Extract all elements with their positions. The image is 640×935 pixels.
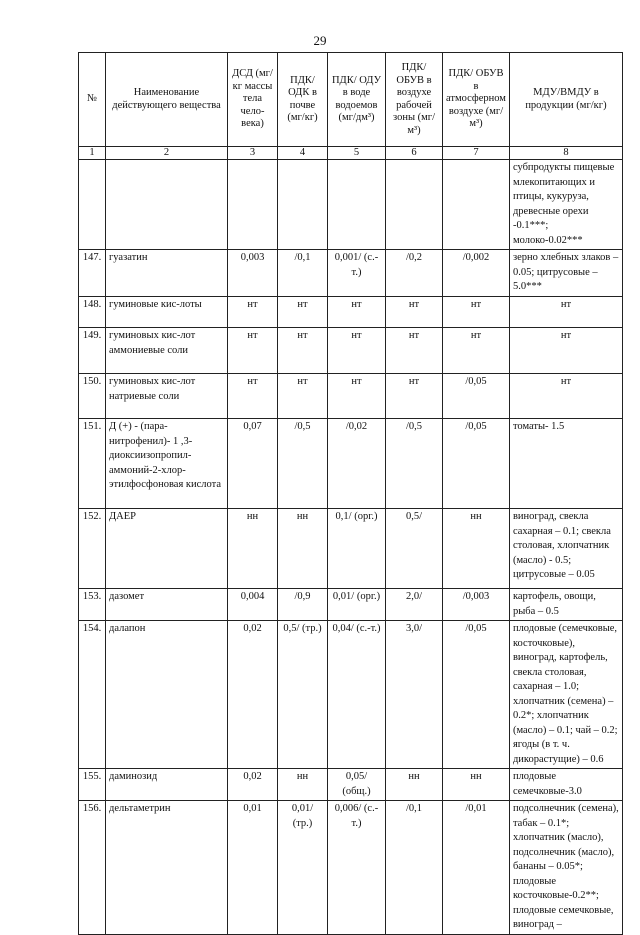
atmospheric-air-value: /0,002 xyxy=(443,250,510,297)
dsd-value xyxy=(228,160,278,250)
products-value: плодовые семечковые-3.0 xyxy=(509,769,622,801)
water-value: 0,04/ (с.-т.) xyxy=(328,621,386,769)
water-value: 0,001/ (с.-т.) xyxy=(328,250,386,297)
workplace-air-value: /0,2 xyxy=(386,250,443,297)
water-value: 0,006/ (с.-т.) xyxy=(328,801,386,935)
table-row xyxy=(79,374,623,419)
column-number-row xyxy=(79,147,623,160)
column-number: 5 xyxy=(328,147,386,160)
row-number: 151. xyxy=(79,419,106,509)
workplace-air-value xyxy=(386,160,443,250)
substance-name: Д (+) - (пара-нитрофенил)- 1 ,3-диоксиизопропил-аммоний-2-хлор-этилфосфоновая кислота xyxy=(106,419,228,509)
products-value: нт xyxy=(509,297,622,328)
column-number: 6 xyxy=(386,147,443,160)
dsd-value: 0,02 xyxy=(228,769,278,801)
row-number: 154. xyxy=(79,621,106,769)
soil-value xyxy=(278,160,328,250)
atmospheric-air-value: /0,05 xyxy=(443,621,510,769)
soil-value: нн xyxy=(278,509,328,589)
column-number: 2 xyxy=(106,147,228,160)
workplace-air-value: нт xyxy=(386,297,443,328)
atmospheric-air-value: нн xyxy=(443,769,510,801)
header-atmospheric-air: ПДК/ ОБУВ в атмосферном воздухе (мг/м³) xyxy=(443,53,510,147)
header-substance-name: Наименование действующего вещества xyxy=(106,53,228,147)
table-row xyxy=(79,509,623,589)
workplace-air-value: нт xyxy=(386,328,443,374)
dsd-value: нн xyxy=(228,509,278,589)
table-row xyxy=(79,328,623,374)
header-row xyxy=(79,53,623,147)
column-number: 3 xyxy=(228,147,278,160)
substance-name: гуминовых кис-лот аммониевые соли xyxy=(106,328,228,374)
soil-value: 0,5/ (тр.) xyxy=(278,621,328,769)
substance-name: гуазатин xyxy=(106,250,228,297)
dsd-value: 0,003 xyxy=(228,250,278,297)
substance-name: далапон xyxy=(106,621,228,769)
atmospheric-air-value: нт xyxy=(443,297,510,328)
dsd-value: нт xyxy=(228,374,278,419)
header-water: ПДК/ ОДУ в воде водоемов (мг/дм³) xyxy=(328,53,386,147)
header-soil: ПДК/ ОДК в почве (мг/кг) xyxy=(278,53,328,147)
soil-value: нн xyxy=(278,769,328,801)
table-row xyxy=(79,801,623,935)
water-value: нт xyxy=(328,328,386,374)
column-number: 4 xyxy=(278,147,328,160)
substance-name xyxy=(106,160,228,250)
water-value: 0,1/ (орг.) xyxy=(328,509,386,589)
row-number: 155. xyxy=(79,769,106,801)
workplace-air-value: нн xyxy=(386,769,443,801)
row-number: 149. xyxy=(79,328,106,374)
workplace-air-value: /0,5 xyxy=(386,419,443,509)
dsd-value: 0,01 xyxy=(228,801,278,935)
atmospheric-air-value: нт xyxy=(443,328,510,374)
products-value: зерно хлебных злаков – 0.05; цитрусовые – 5.0*** xyxy=(509,250,622,297)
column-number: 1 xyxy=(79,147,106,160)
water-value: нт xyxy=(328,374,386,419)
products-value: субпродукты пищевые млекопитающих и птицы, кукуруза, древесные орехи -0.1***; молоко-0.02*** xyxy=(509,160,622,250)
row-number: 153. xyxy=(79,589,106,621)
atmospheric-air-value: /0,05 xyxy=(443,374,510,419)
dsd-value: нт xyxy=(228,328,278,374)
atmospheric-air-value: /0,05 xyxy=(443,419,510,509)
products-value: томаты- 1.5 xyxy=(509,419,622,509)
header-dsd: ДСД (мг/кг массы тела чело-века) xyxy=(228,53,278,147)
water-value: /0,02 xyxy=(328,419,386,509)
table-row xyxy=(79,419,623,509)
header-number: № xyxy=(79,53,106,147)
header-workplace-air: ПДК/ ОБУВ в воздухе рабочей зоны (мг/м³) xyxy=(386,53,443,147)
substance-name: гуминовые кис-лоты xyxy=(106,297,228,328)
dsd-value: 0,004 xyxy=(228,589,278,621)
soil-value: /0,1 xyxy=(278,250,328,297)
water-value: 0,01/ (орг.) xyxy=(328,589,386,621)
table-row xyxy=(79,297,623,328)
row-number: 147. xyxy=(79,250,106,297)
column-number: 8 xyxy=(509,147,622,160)
atmospheric-air-value xyxy=(443,160,510,250)
dsd-value: 0,02 xyxy=(228,621,278,769)
soil-value: /0,5 xyxy=(278,419,328,509)
water-value: нт xyxy=(328,297,386,328)
row-number: 156. xyxy=(79,801,106,935)
substance-name: дазомет xyxy=(106,589,228,621)
workplace-air-value: 2,0/ xyxy=(386,589,443,621)
soil-value: /0,9 xyxy=(278,589,328,621)
substance-name: ДАЕР xyxy=(106,509,228,589)
dsd-value: 0,07 xyxy=(228,419,278,509)
workplace-air-value: 3,0/ xyxy=(386,621,443,769)
workplace-air-value: нт xyxy=(386,374,443,419)
products-value: подсолнечник (семена), табак – 0.1*; хлопчатник (масло), подсолнечник (масло), бананы – 0.05*; плодовые косточковые-0.2**; плодовые семечковые, виноград – xyxy=(509,801,622,935)
soil-value: нт xyxy=(278,297,328,328)
atmospheric-air-value: /0,003 xyxy=(443,589,510,621)
soil-value: 0,01/ (тр.) xyxy=(278,801,328,935)
table-row xyxy=(79,589,623,621)
soil-value: нт xyxy=(278,328,328,374)
atmospheric-air-value: нн xyxy=(443,509,510,589)
column-number: 7 xyxy=(443,147,510,160)
products-value: плодовые (семечковые, косточковые), виноград, картофель, свекла столовая, сахарная – 1.0; хлопчатник (семена) – 0.2*; хлопчатник (масло) – 0.1; чай – 0.2; ягоды (в т. ч. дикорастущие) – 0.6 xyxy=(509,621,622,769)
products-value: нт xyxy=(509,374,622,419)
table-row xyxy=(79,769,623,801)
workplace-air-value: /0,1 xyxy=(386,801,443,935)
row-number xyxy=(79,160,106,250)
products-value: нт xyxy=(509,328,622,374)
regulation-table xyxy=(78,52,623,935)
water-value xyxy=(328,160,386,250)
table-row xyxy=(79,621,623,769)
row-number: 150. xyxy=(79,374,106,419)
products-value: картофель, овощи, рыба – 0.5 xyxy=(509,589,622,621)
water-value: 0,05/ (общ.) xyxy=(328,769,386,801)
table-row xyxy=(79,250,623,297)
page-number: 29 xyxy=(313,33,327,48)
row-number: 148. xyxy=(79,297,106,328)
table-row xyxy=(79,160,623,250)
soil-value: нт xyxy=(278,374,328,419)
header-products: МДУ/ВМДУ в продукции (мг/кг) xyxy=(509,53,622,147)
dsd-value: нт xyxy=(228,297,278,328)
atmospheric-air-value: /0,01 xyxy=(443,801,510,935)
substance-name: гуминовых кис-лот натриевые соли xyxy=(106,374,228,419)
products-value: виноград, свекла сахарная – 0.1; свекла столовая, хлопчатник (масло) - 0.5; цитрусовые – 0.05 xyxy=(509,509,622,589)
workplace-air-value: 0,5/ xyxy=(386,509,443,589)
substance-name: даминозид xyxy=(106,769,228,801)
row-number: 152. xyxy=(79,509,106,589)
substance-name: дельтаметрин xyxy=(106,801,228,935)
